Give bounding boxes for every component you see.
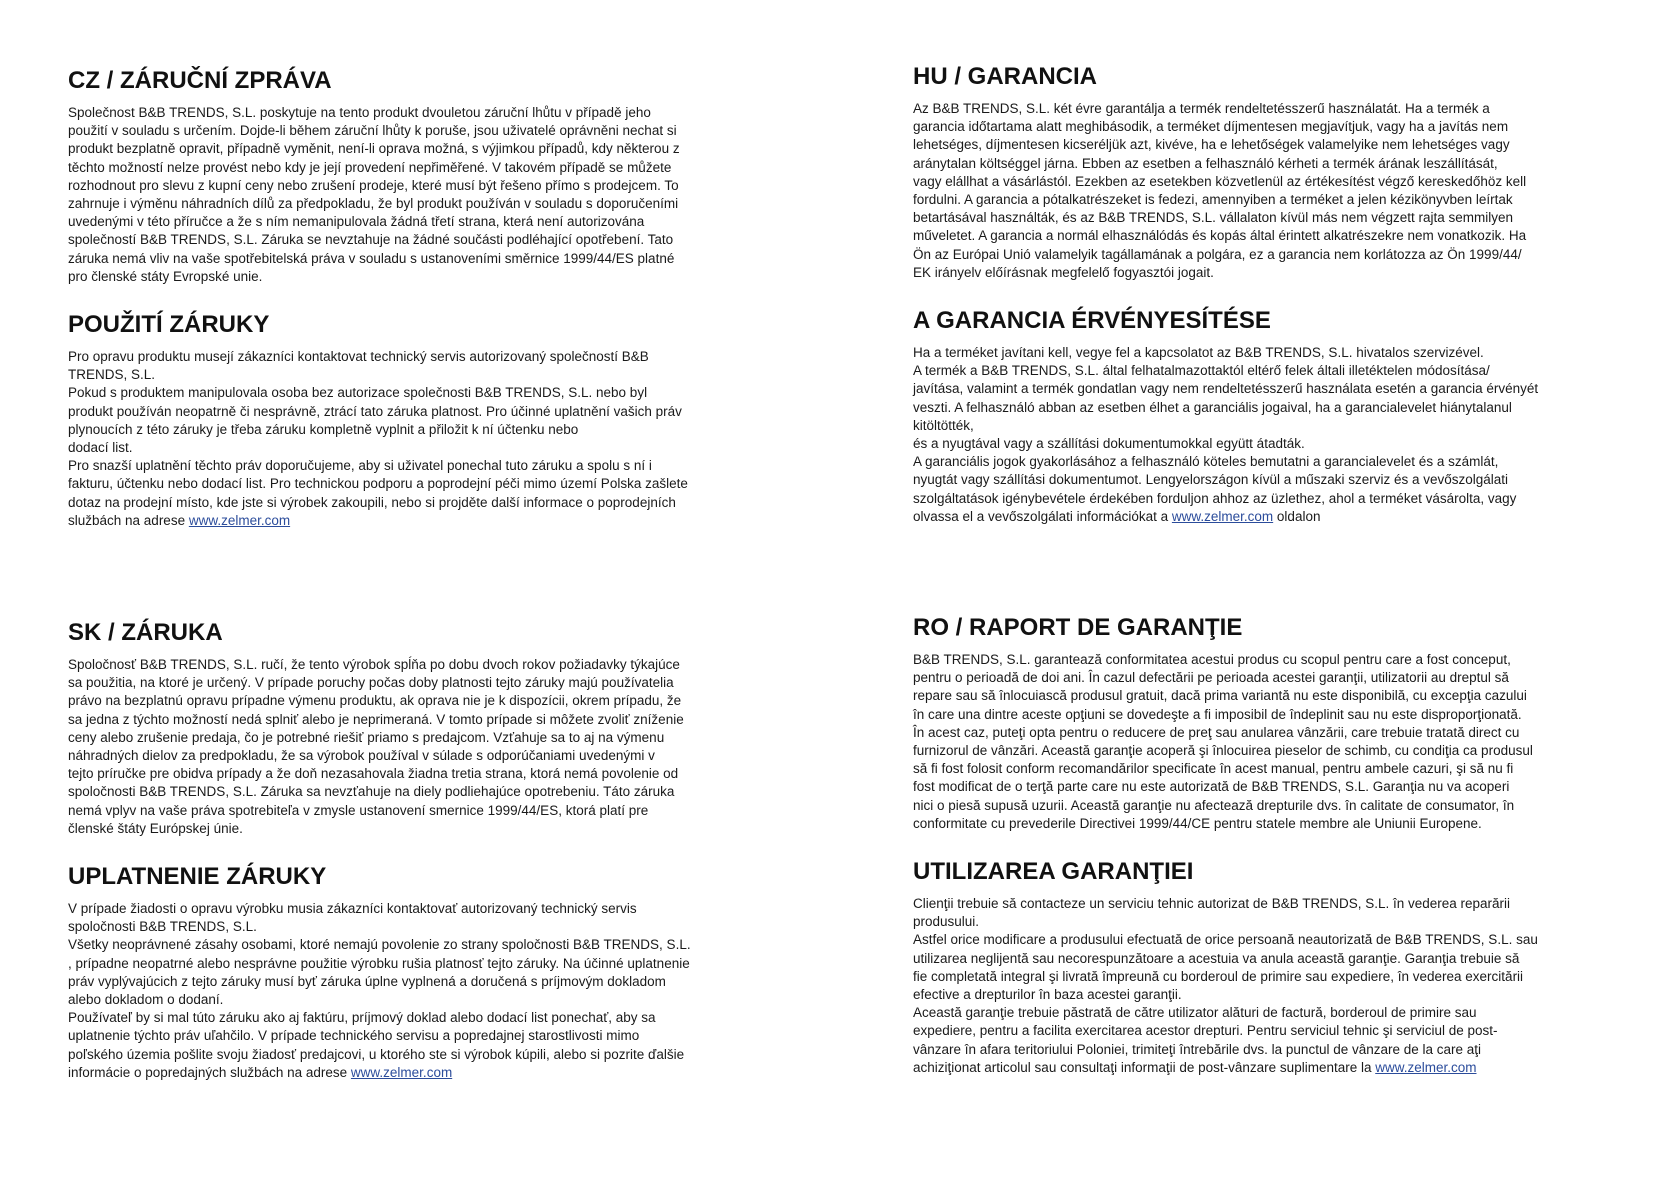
cz-warranty-text: Společnost B&B TRENDS, S.L. poskytuje na tento produkt dvouletou záruční lhůtu v případě jeho použití v souladu s určením. Dojde-li během záruční lhůty k poruše, jsou uživatelé oprávněni nechat si produkt bezplatně opravit, případně vyměnit, není-li oprava možná, s výjimkou případů, kdy některou z těchto možností nelze provést nebo kdy je její provedení nepřiměřené. V takovém případě se můžete rozhodnout pro slevu z kupní ceny nebo zrušení prodeje, které musí být řešeno přímo s prodejcem. To zahrnuje i výměnu náhradních dílů za předpokladu, že byl produkt používán v souladu s doporučeními uvedenými v této příručce a že s ním nemanipulovala žádná třetí strana, která není autorizována společností B&B TRENDS, S.L. Záruka se nevztahuje na žádné součásti podléhající opotřebení. Tato záruka nemá vliv na vaše spotřebitelská práva v souladu s ustanoveními směrnice 1999/44/ES platné pro členské státy Evropské unie.: [68, 105, 680, 284]
ro-warranty-text: B&B TRENDS, S.L. garantează conformitatea acestui produs cu scopul pentru care a fost conceput, pentru o perioadă de doi ani. În cazul defectării pe perioada acestei garanţii, utilizatorii au dreptul să repare sau să înlocuiască produsul gratuit, dacă prima variantă nu este disponibilă, cu excepţia cazului în care una dintre aceste opţiuni se dovedeşte a fi imposibil de îndeplinit sau nu este disproporţionată. În acest caz, puteţi opta pentru o reducere de preţ sau anularea vânzării, care trebuie tratată direct cu furnizorul de vânzări. Această garanţie acoperă şi înlocuirea pieselor de schimb, cu condiţia ca produsul să fi fost folosit conform recomandărilor specificate în acest manual, pentru ambele cazuri, şi să nu fi fost modificat de o terţă parte care nu este autorizată de B&B TRENDS, S.L. Garanţia nu va acoperi nici o piesă supusă uzurii. Această garanţie nu afectează drepturile dvs. în calitate de consumator, în conformitate cu prevederile Directivei 1999/44/CE pentru statele membre ale Uniunii Europene.: [913, 652, 1533, 831]
ro-warranty-title: RO / RAPORT DE GARANŢIE: [913, 614, 1243, 641]
cz-section: [68, 66, 768, 530]
hu-zelmer-link[interactable]: www.zelmer.com: [1171, 508, 1274, 524]
cz-zelmer-link[interactable]: www.zelmer.com: [188, 512, 291, 528]
cz-warranty-use-title: POUŽITÍ ZÁRUKY: [68, 311, 270, 339]
hu-warranty-use-title: A GARANCIA ÉRVÉNYESÍTÉSE: [913, 307, 1271, 335]
hu-warranty-text: Az B&B TRENDS, S.L. két évre garantálja a termék rendeltetésszerű használatát. Ha a termék a garancia időtartama alatt meghibásodik, a terméket díjmentesen megjavítjuk, vagy ha a javítás nem lehetséges, díjmentesen kicseréljük azt, kivéve, ha e lehetőségek valamelyike nem lehetséges vagy aránytalan költséggel járna. Ebben az esetben a felhasználó kérheti a termék árának leszállítását, vagy elállhat a vásárlástól. Ezekben az esetekben közvetlenül az értékesítést végző kereskedőhöz kell fordulni. A garancia a pótalkatrészeket is fedezi, amennyiben a terméket a jelen kézikönyvben leírtak betartásával használták, és az B&B TRENDS, S.L. vállalaton kívül más nem végzett rajta semmilyen műveletet. A garancia a normál elhasználódás és kopás által érintett alkatrészekre nem vonatkozik. Ha Ön az Európai Unió valamelyik tagállamának a polgára, ez a garancia nem korlátozza az Ön 1999/44/ EK irányelv előírásnak megfelelő fogyasztói jogait.: [913, 101, 1527, 280]
hu-warranty-use-tail: oldalon: [1273, 508, 1321, 524]
sk-warranty-text: Spoločnosť B&B TRENDS, S.L. ručí, že tento výrobok spĺňa po dobu dvoch rokov požiadavky týkajúce sa použitia, na ktoré je určený. V prípade poruchy počas doby platnosti tejto záruky majú používatelia právo na bezplatnú opravu prípadne výmenu produktu, ak oprava nie je k dispozícii, okrem prípadu, že sa jedna z týchto možností nedá splniť alebo je neprimeraná. V tomto prípade si môžete zvoliť zníženie ceny alebo zrušenie predaja, čo je potrebné riešiť priamo s predajcom. Vzťahuje sa to aj na výmenu náhradných dielov za predpokladu, že sa výrobok používal v súlade s odporúčaniami uvedenými v tejto príručke pre obidva prípady a že doň nezasahovala žiadna tretia strana, ktorá nemá povolenie od spoločnosti B&B TRENDS, S.L. Záruka sa nevzťahuje na diely podliehajúce opotrebeniu. Táto záruka nemá vplyv na vaše práva spotrebiteľa v zmysle ustanovení smernice 1999/44/ES, ktorá platí pre členské štáty Európskej únie.: [68, 657, 684, 836]
sk-warranty-use-body: V prípade žiadosti o opravu výrobku musia zákazníci kontaktovať autorizovaný technický servis spoločnosti B&B TRENDS, S.L. Všetky neoprávnené zásahy osobami, ktoré nemajú povolenie zo strany spoločnosti B&B TRENDS, S.L. , prípadne neopatrné alebo nesprávne použitie výrobku rušia platnosť tejto záruky. Na účinné uplatnenie práv vyplývajúcich z tejto záruky musí byť záruka úplne vyplnená a doručená s príjmovým dokladom alebo dokladom o dodaní. Používateľ by si mal túto záruku ako aj faktúru, príjmový doklad alebo dodací list ponechať, aby sa uplatnenie týchto práv uľahčilo. V prípade technického servisu a popredajnej starostlivosti mimo poľského územia pošlite svoju žiadosť predajcovi, u ktorého ste si výrobok kúpili, alebo si pozrite ďalšie informácie o popredajných službách na adrese: [68, 901, 691, 1080]
ro-warranty-use-text: [913, 895, 1618, 1077]
hu-warranty-use-text: [913, 344, 1618, 526]
cz-warranty-title: CZ / ZÁRUČNÍ ZPRÁVA: [68, 67, 332, 94]
ro-section: [913, 613, 1618, 1077]
ro-zelmer-link[interactable]: www.zelmer.com: [1375, 1059, 1477, 1075]
sk-warranty-use-text: [68, 900, 768, 1082]
hu-section: [913, 62, 1618, 526]
sk-warranty-use-title: UPLATNENIE ZÁRUKY: [68, 863, 327, 891]
ro-warranty-use-body: Clienţii trebuie să contacteze un serviciu tehnic autorizat de B&B TRENDS, S.L. în vederea reparării produsului. Astfel orice modificare a produsului efectuată de orice persoană neautorizată de B&B TRENDS, S.L. sau utilizarea neglijentă sau necorespunzătoare a acestuia va anula această garanţie. Garanţia trebuie să fie completată integral şi livrată împreună cu borderoul de primire sau expediere, în vederea exercitării efective a drepturilor în baza acestei garanţii. Această garanţie trebuie păstrată de către utilizator alături de factură, borderoul de primire sau expediere, pentru a facilita exercitarea acestor drepturi. Pentru serviciul tehnic şi serviciul de post- vânzare în afara teritoriului Poloniei, trimiteţi întrebările dvs. la punctul de vânzare de la care aţi achiziţionat articolul sau consultaţi informaţii de post-vânzare suplimentare la: [913, 896, 1538, 1075]
cz-warranty-use-body: Pro opravu produktu musejí zákazníci kontaktovat technický servis autorizovaný společností B&B TRENDS, S.L. Pokud s produktem manipulovala osoba bez autorizace společnosti B&B TRENDS, S.L. nebo byl produkt používán neopatrně či nesprávně, ztrácí tato záruka platnost. Pro účinné uplatnění vašich práv plynoucích z této záruky je třeba záruku kompletně vyplnit a přiložit k ní účtenku nebo dodací list. Pro snazší uplatnění těchto práv doporučujeme, aby si uživatel ponechal tuto záruku a spolu s ní i fakturu, účtenku nebo dodací list. Pro technickou podporu a poprodejní péči mimo území Polska zašlete dotaz na prodejní místo, kde jste si výrobek zakoupili, nebo si projděte další informace o poprodejních službách na adrese: [68, 349, 688, 528]
cz-warranty-use-text: [68, 348, 768, 530]
sk-section: [68, 618, 768, 1082]
ro-warranty-use-title: UTILIZAREA GARANŢIEI: [913, 858, 1194, 886]
sk-warranty-title: SK / ZÁRUKA: [68, 619, 223, 646]
hu-warranty-use-body: Ha a terméket javítani kell, vegye fel a kapcsolatot az B&B TRENDS, S.L. hivatalos szervizével. A termék a B&B TRENDS, S.L. által felhatalmazottaktól eltérő felek általi illetéktelen módosítása/ javítása, valamint a termék gondatlan vagy nem rendeltetésszerű használata esetén a garancia érvényét veszti. A felhasználó abban az esetben élhet a garanciális jogaival, ha a garancialevelet hiánytalanul kitöltötték, és a nyugtával vagy a szállítási dokumentumokkal együtt átadták. A garanciális jogok gyakorlásához a felhasználó köteles bemutatni a garancialevelet és a számlát, nyugtát vagy szállítási dokumentumot. Lengyelországon kívül a műszaki szerviz és a vevőszolgálati szolgáltatások igénybevétele érdekében forduljon ahhoz az üzlethez, ahol a terméket vásárolta, vagy olvassa el a vevőszolgálati információkat a: [913, 345, 1539, 524]
hu-warranty-title: HU / GARANCIA: [913, 63, 1097, 90]
sk-zelmer-link[interactable]: www.zelmer.com: [350, 1064, 453, 1080]
